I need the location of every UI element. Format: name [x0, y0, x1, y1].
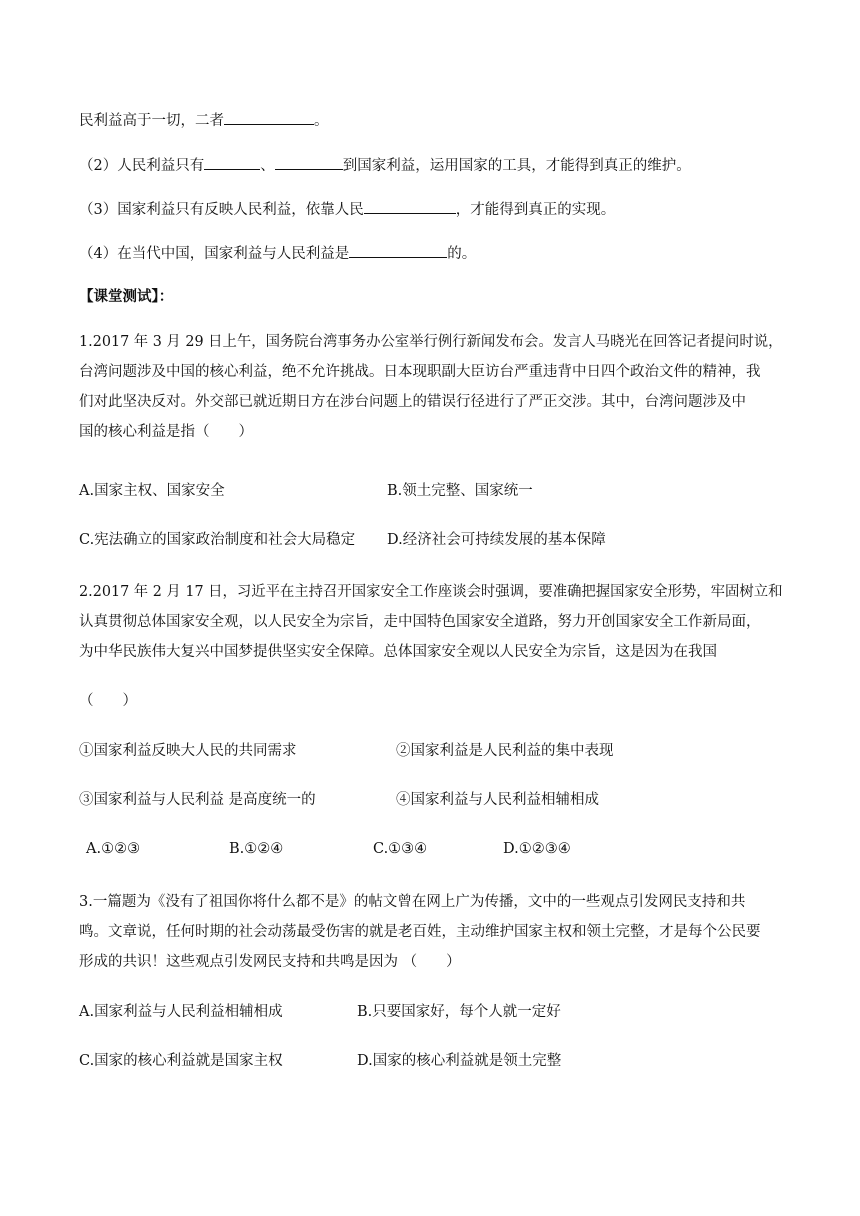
- q2-line-2: 认真贯彻总体国家安全观，以人民安全为宗旨，走中国特色国家安全道路，努力开创国家安全工作新局面，: [79, 614, 761, 630]
- q2-option-a[interactable]: A.①②③: [86, 841, 141, 857]
- q2-line-1: 2.2017 年 2 月 17 日，习近平在主持召开国家安全工作座谈会时强调，要准确把握国家安全形势，牢固树立和: [79, 584, 783, 600]
- q3-line-3: 形成的共识！这些观点引发网民支持和共鸣是因为 （ ）: [79, 954, 461, 970]
- blank-2b[interactable]: [275, 155, 343, 170]
- blank-4[interactable]: [349, 243, 447, 258]
- q2-line-4: （ ）: [79, 693, 137, 709]
- q2-option-b[interactable]: B.①②④: [229, 841, 284, 857]
- q2-statement-2: ②国家利益是人民利益的集中表现: [396, 743, 614, 759]
- fill-item-4: （4）在当代中国，国家利益与人民利益是 的。: [79, 243, 476, 264]
- fill-item-1-continued: 民利益高于一切，二者 。: [79, 110, 329, 131]
- q1-option-a[interactable]: A.国家主权、国家安全: [79, 483, 225, 499]
- q1-option-d[interactable]: D.经济社会可持续发展的基本保障: [387, 532, 606, 548]
- q2-statement-4: ④国家利益与人民利益相辅相成: [396, 792, 599, 808]
- q2-statement-3: ③国家利益与人民利益 是高度统一的: [79, 792, 316, 808]
- q1-option-c[interactable]: C.宪法确立的国家政治制度和社会大局稳定: [79, 532, 356, 548]
- blank-3[interactable]: [364, 199, 456, 214]
- q2-statement-1: ①国家利益反映大人民的共同需求: [79, 743, 297, 759]
- fill-item-3: （3）国家利益只有反映人民利益，依靠人民 ，才能得到真正的实现。: [79, 199, 615, 220]
- q3-option-c[interactable]: C.国家的核心利益就是国家主权: [79, 1053, 283, 1069]
- q1-line-4: 国的核心利益是指（ ）: [79, 424, 253, 440]
- test-heading: 【课堂测试】：: [79, 288, 174, 305]
- q1-option-b[interactable]: B.领土完整、国家统一: [387, 483, 533, 499]
- q3-line-2: 鸣。文章说，任何时期的社会动荡最受伤害的就是老百姓，主动维护国家主权和领土完整，才是每个公民要: [79, 924, 761, 940]
- q2-option-c[interactable]: C.①③④: [373, 841, 428, 857]
- q1-line-1: 1.2017 年 3 月 29 日上午，国务院台湾事务办公室举行例行新闻发布会。发言人马晓光在回答记者提问时说，: [79, 334, 783, 350]
- q2-option-d[interactable]: D.①②③④: [503, 841, 571, 857]
- q3-line-1: 3.一篇题为《没有了祖国你将什么都不是》的帖文曾在网上广为传播，文中的一些观点引发网民支持和共: [79, 894, 746, 910]
- blank-1[interactable]: [224, 110, 314, 125]
- q1-line-3: 们对此坚决反对。外交部已就近期日方在涉台问题上的错误行径进行了严正交涉。其中，台湾问题涉及中: [79, 394, 746, 410]
- fill-item-2: （2）人民利益只有 、 到国家利益，运用国家的工具，才能得到真正的维护。: [79, 155, 691, 176]
- q3-option-d[interactable]: D.国家的核心利益就是领土完整: [357, 1053, 562, 1069]
- q1-line-2: 台湾问题涉及中国的核心利益，绝不允许挑战。日本现职副大臣访台严重违背中日四个政治文件的精神，我: [79, 364, 761, 380]
- blank-2a[interactable]: [204, 155, 260, 170]
- q2-line-3: 为中华民族伟大复兴中国梦提供坚实安全保障。总体国家安全观以人民安全为宗旨，这是因为在我国: [79, 644, 717, 660]
- q3-option-a[interactable]: A.国家利益与人民利益相辅相成: [79, 1004, 283, 1020]
- q3-option-b[interactable]: B.只要国家好，每个人就一定好: [357, 1004, 561, 1020]
